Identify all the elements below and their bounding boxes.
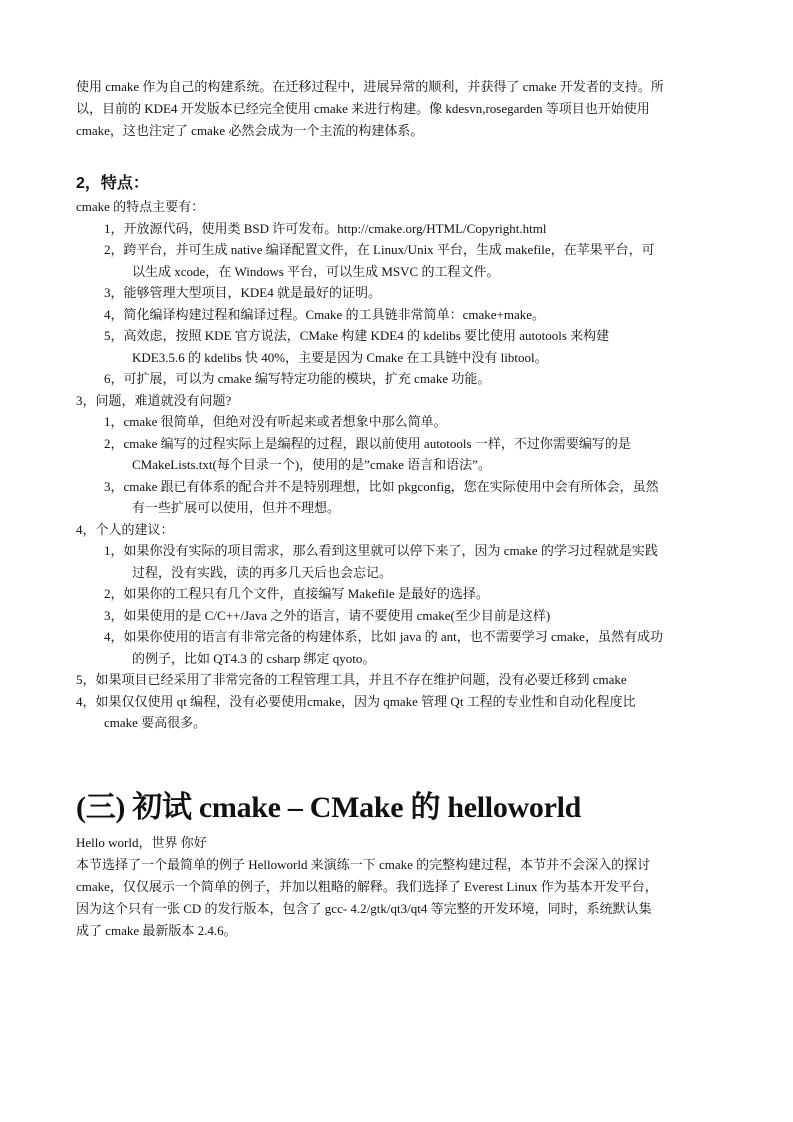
helloworld-line: cmake，仅仅展示一个简单的例子，并加以粗略的解释。我们选择了 Everest Linux 作为基本开发平台，: [76, 878, 658, 894]
helloworld-line: 因为这个只有一张 CD 的发行版本，包含了 gcc- 4.2/gtk/qt3/qt4 等完整的开发环境，同时，系统默认集: [76, 900, 652, 916]
feature-item: 5，高效虑，按照 KDE 官方说法，CMake 构建 KDE4 的 kdelibs 要比使用 autotools 来构建: [104, 328, 610, 343]
tail-item: 4，如果仅仅使用 qt 编程，没有必要使用cmake，因为 qmake 管理 Qt 工程的专业性和自动化程度比: [76, 693, 636, 709]
suggestion-item: 2，如果你的工程只有几个文件，直接编写 Makefile 是最好的选择。: [104, 586, 489, 601]
document-page: [76, 76, 720, 942]
chapter-heading: (三) 初试 cmake – CMake 的 helloworld: [76, 790, 582, 824]
feature-item: 1，开放源代码，使用类 BSD 许可发布。http://cmake.org/HTML/Copyright.html: [104, 220, 547, 236]
intro-paragraph: [76, 76, 720, 142]
feature-item-cont: KDE3.5.6 的 kdelibs 快 40%，主要是因为 Cmake 在工具链中没有 libtool。: [132, 349, 548, 365]
helloworld-subtitle: Hello world，世界 你好: [76, 834, 207, 850]
helloworld-line: 本节选择了一个最简单的例子 Helloworld 来演练一下 cmake 的完整构建过程，本节并不会深入的探讨: [76, 856, 651, 872]
intro-line: 使用 cmake 作为自己的构建系统。在迁移过程中，进展异常的顺利，并获得了 cmake 开发者的支持。所: [76, 79, 664, 94]
suggestion-item: 4，如果你使用的语言有非常完备的构建体系，比如 java 的 ant，也不需要学习 cmake，虽然有成功: [104, 629, 663, 644]
feature-item-cont: 以生成 xcode，在 Windows 平台，可以生成 MSVC 的工程文件。: [132, 263, 500, 279]
intro-line: cmake，这也注定了 cmake 必然会成为一个主流的构建体系。: [76, 123, 424, 138]
feature-item: 6，可扩展，可以为 cmake 编写特定功能的模块，扩充 cmake 功能。: [104, 371, 491, 386]
question-list: [76, 411, 720, 519]
feature-list: [76, 218, 720, 390]
intro-line: 以，目前的 KDE4 开发版本已经完全使用 cmake 来进行构建。像 kdesvn,rosegarden 等项目也开始使用: [76, 101, 650, 116]
suggestion-list: [76, 540, 720, 669]
features-section: [76, 196, 720, 734]
question-item: 3，cmake 跟已有体系的配合并不是特别理想，比如 pkgconfig，您在实际使用中会有所体会，虽然: [104, 478, 659, 494]
helloworld-section: [76, 832, 720, 942]
questions-heading: 3，问题，难道就没有问题?: [76, 392, 232, 408]
suggestion-item-cont: 的例子，比如 QT4.3 的 csharp 绑定 qyoto。: [132, 650, 376, 666]
tail-item-cont: cmake 要高很多。: [104, 715, 207, 730]
question-item-cont: CMakeLists.txt(每个目录一个)，使用的是”cmake 语言和语法”。: [132, 457, 491, 472]
suggestion-item: 3，如果使用的是 C/C++/Java 之外的语言，请不要使用 cmake(至少目前是这样): [104, 607, 551, 623]
helloworld-line: 成了 cmake 最新版本 2.4.6。: [76, 922, 237, 938]
question-item: 2，cmake 编写的过程实际上是编程的过程，跟以前使用 autotools 一样，不过你需要编写的是: [104, 435, 631, 451]
suggestion-item-cont: 过程，没有实践，读的再多几天后也会忘记。: [132, 564, 393, 580]
feature-item: 2，跨平台，并可生成 native 编译配置文件，在 Linux/Unix 平台，生成 makefile，在苹果平台，可: [104, 242, 655, 257]
section-heading-features: 2，特点：: [76, 175, 149, 192]
tail-item: 5，如果项目已经采用了非常完备的工程管理工具，并且不存在维护问题，没有必要迁移到 cmake: [76, 672, 627, 687]
feature-item: 3，能够管理大型项目，KDE4 就是最好的证明。: [104, 285, 381, 300]
suggestion-item: 1，如果你没有实际的项目需求，那么看到这里就可以停下来了，因为 cmake 的学习过程就是实践: [104, 543, 658, 558]
suggestions-heading: 4，个人的建议：: [76, 521, 174, 537]
question-item-cont: 有一些扩展可以使用，但并不理想。: [132, 500, 341, 515]
question-item: 1，cmake 很简单，但绝对没有听起来或者想象中那么简单。: [104, 414, 447, 429]
feature-item: 4，简化编译构建过程和编译过程。Cmake 的工具链非常简单：cmake+make。: [104, 306, 545, 322]
features-lead: cmake 的特点主要有：: [76, 199, 205, 214]
